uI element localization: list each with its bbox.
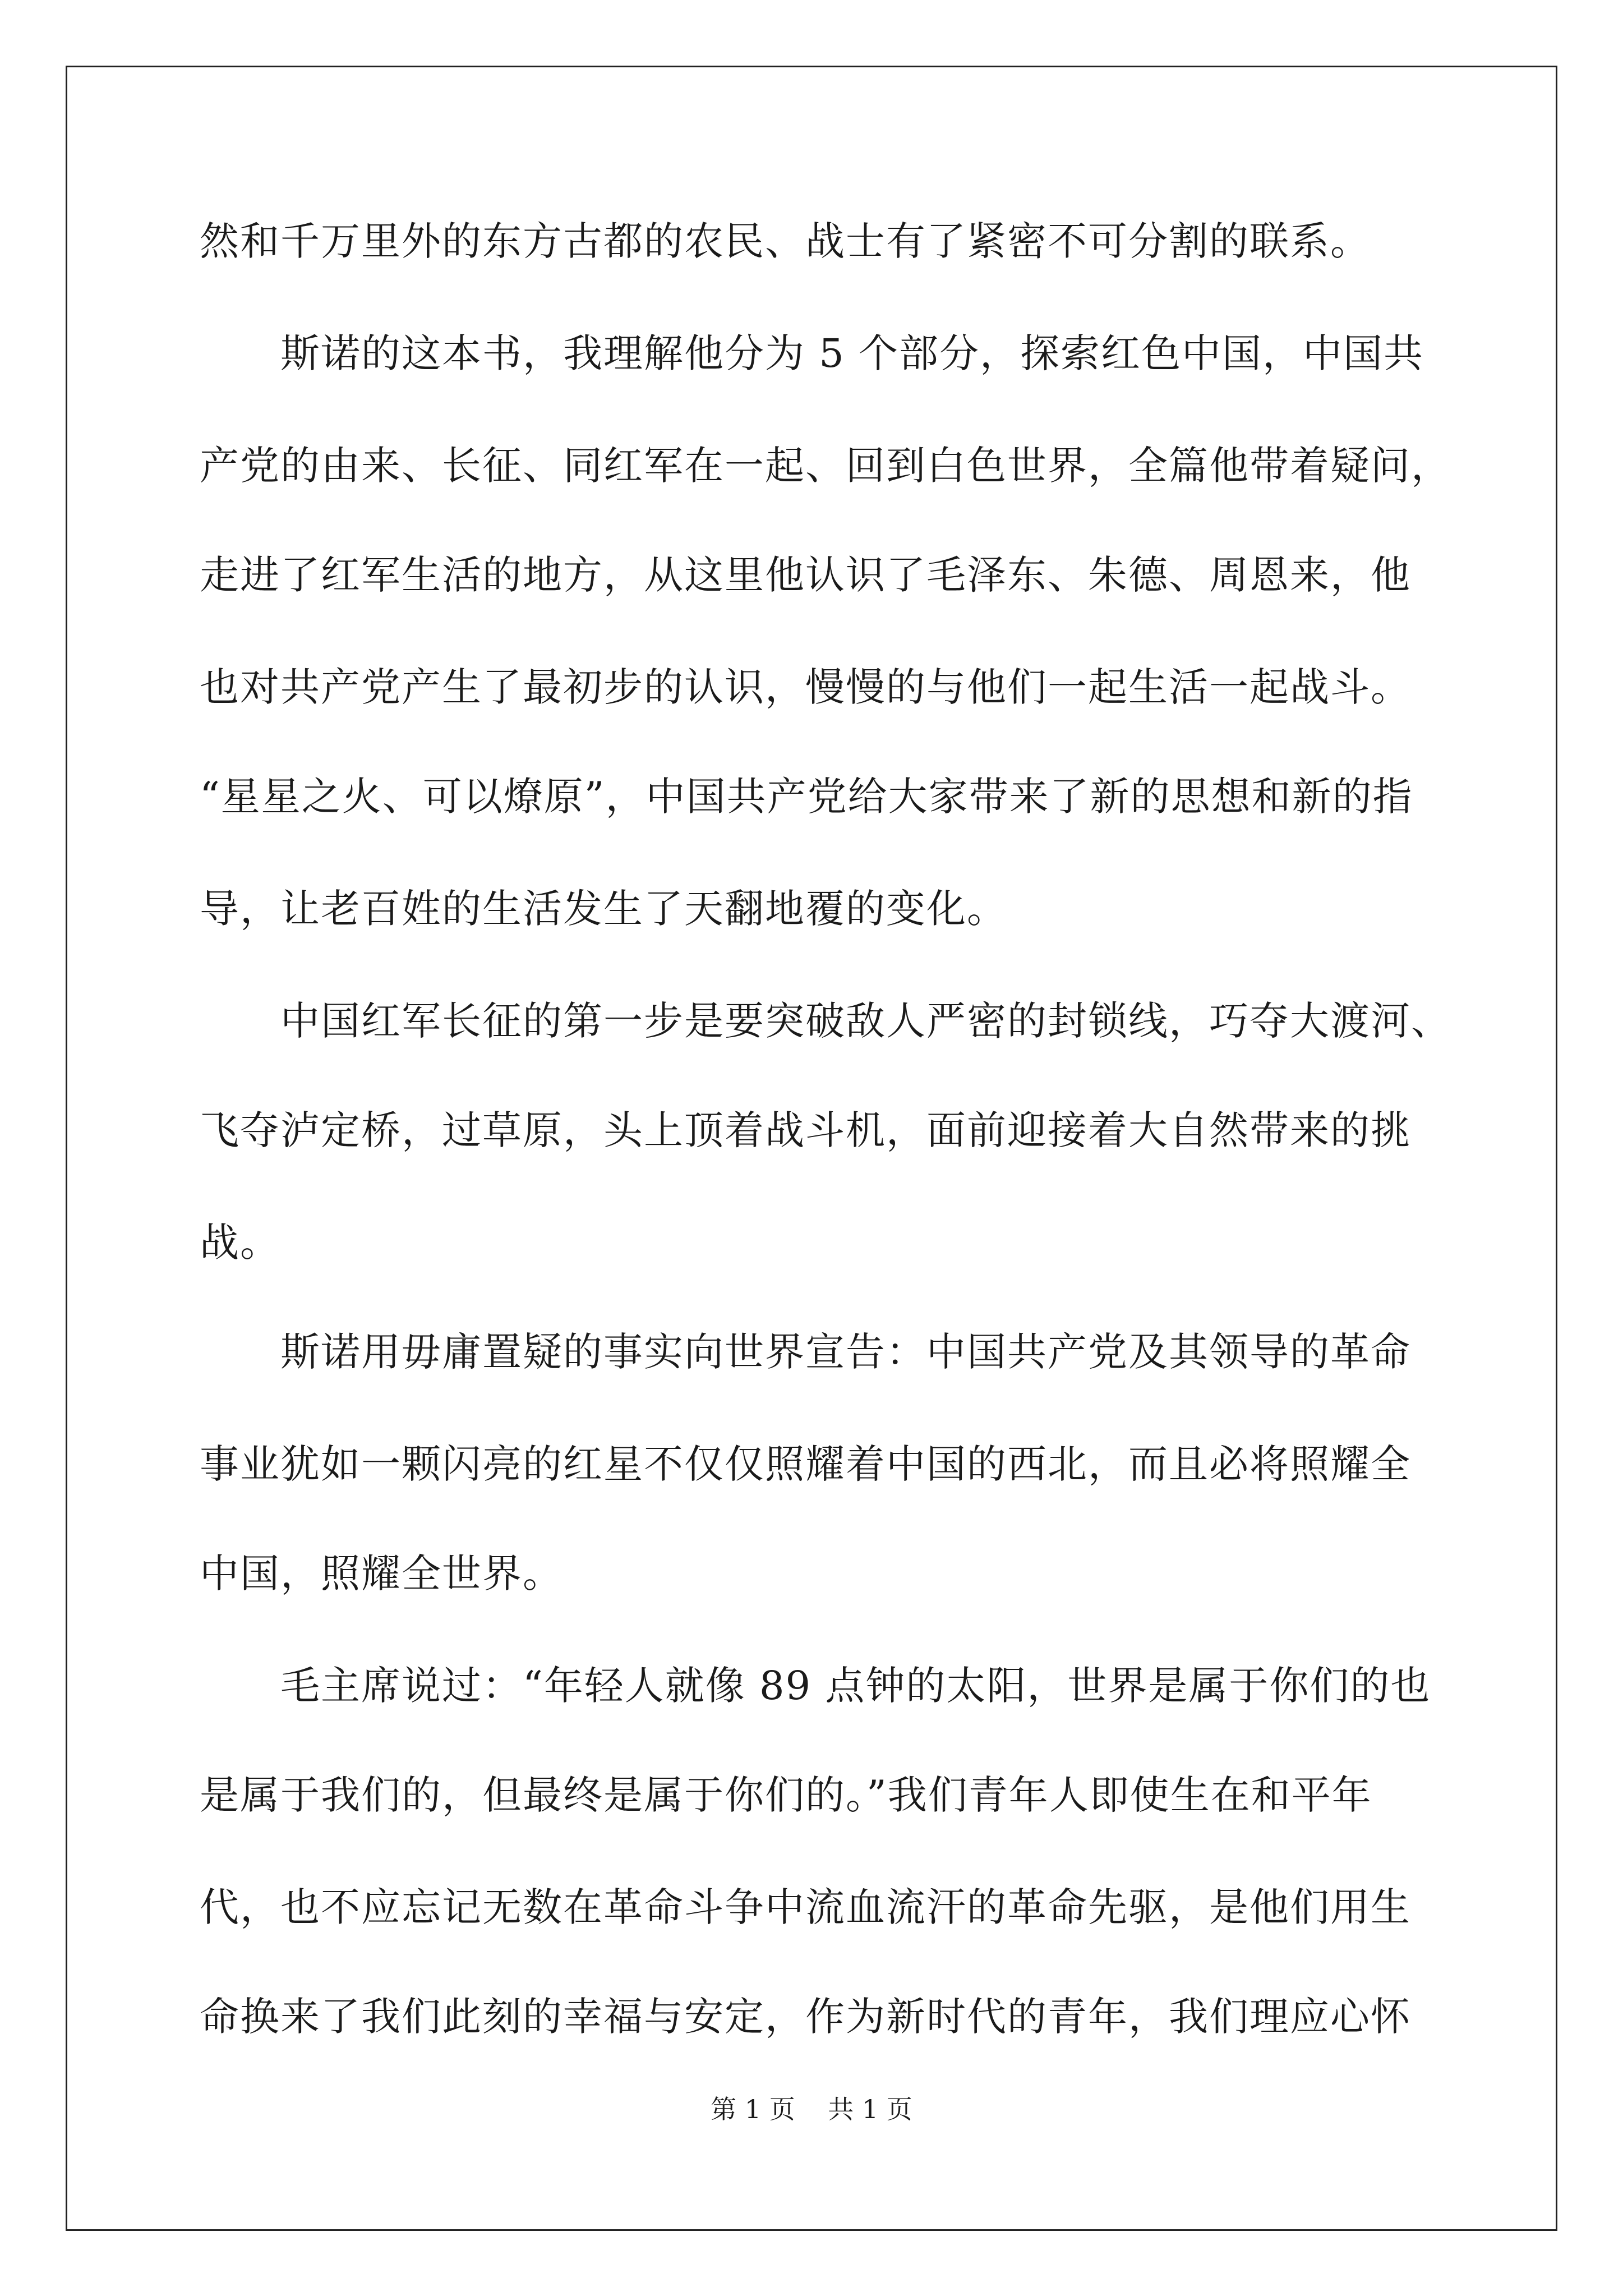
text-line: 是属于我们的，但最终是属于你们的。”我们青年人即使生在和平年	[200, 1772, 1372, 1818]
text-line: 也对共产党产生了最初步的认识，慢慢的与他们一起生活一起战斗。	[200, 664, 1411, 710]
text-line: 飞夺泸定桥，过草原，头上顶着战斗机，面前迎接着大自然带来的挑	[200, 1107, 1411, 1153]
text-line: 事业犹如一颗闪亮的红星不仅仅照耀着中国的西北，而且必将照耀全	[200, 1441, 1411, 1487]
text-line: 代，也不应忘记无数在革命斗争中流血流汗的革命先驱，是他们用生	[200, 1884, 1411, 1930]
text-line: 毛主席说过：“年轻人就像 89 点钟的太阳，世界是属于你们的也	[280, 1663, 1431, 1709]
text-line: 斯诺用毋庸置疑的事实向世界宣告：中国共产党及其领导的革命	[280, 1329, 1411, 1375]
text-line: 战。	[200, 1220, 280, 1266]
text-line: 斯诺的这本书，我理解他分为 5 个部分，探索红色中国，中国共	[280, 330, 1424, 376]
page-footer: 第 1 页 共 1 页	[711, 2094, 912, 2124]
text-line: “星星之火、可以燎原”，中国共产党给大家带来了新的思想和新的指	[200, 774, 1413, 820]
text-line: 然和千万里外的东方古都的农民、战士有了紧密不可分割的联系。	[200, 218, 1371, 264]
text-line: 产党的由来、长征、同红军在一起、回到白色世界，全篇他带着疑问，	[200, 443, 1451, 489]
text-line: 中国红军长征的第一步是要突破敌人严密的封锁线，巧夺大渡河、	[280, 998, 1451, 1044]
text-line: 命换来了我们此刻的幸福与安定，作为新时代的青年，我们理应心怀	[200, 1994, 1411, 2040]
text-line: 中国，照耀全世界。	[200, 1550, 563, 1596]
text-line: 走进了红军生活的地方，从这里他认识了毛泽东、朱德、周恩来，他	[200, 552, 1411, 598]
text-line: 导，让老百姓的生活发生了天翻地覆的变化。	[200, 886, 1007, 932]
